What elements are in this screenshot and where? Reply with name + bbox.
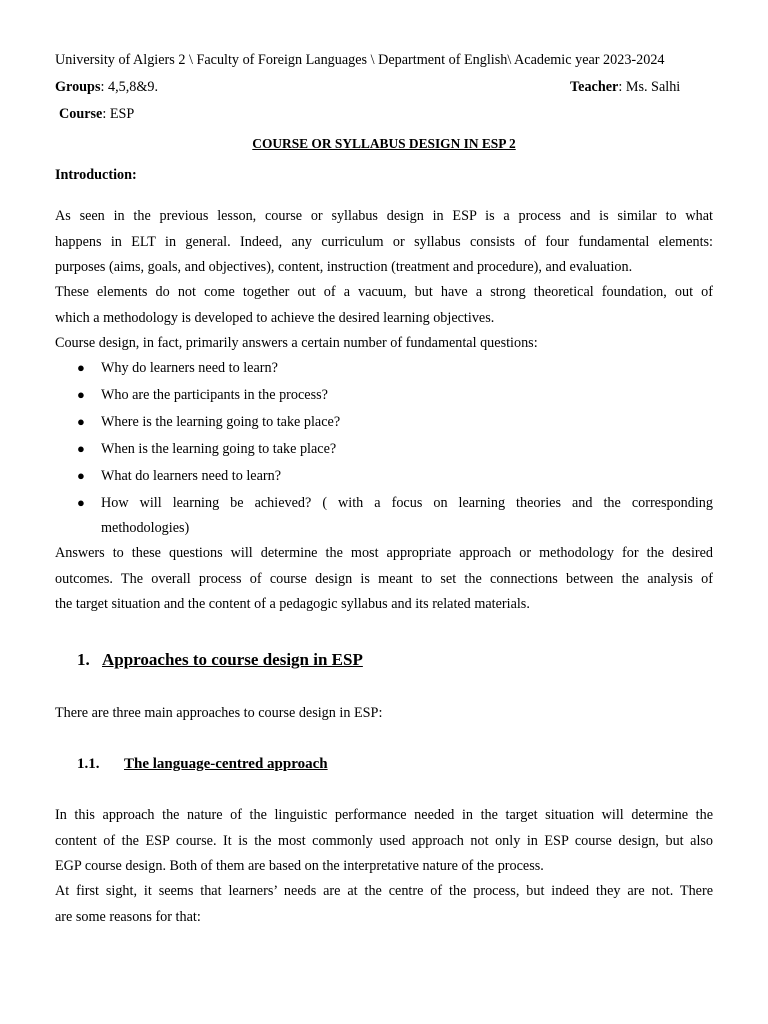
- question-item: Who are the participants in the process?: [101, 387, 328, 403]
- groups-line: [55, 78, 158, 96]
- section-1-title: Approaches to course design in ESP: [102, 650, 363, 669]
- intro-heading: Introduction:: [55, 167, 137, 183]
- course-line: [59, 105, 134, 123]
- section-1-1-line: are some reasons for that:: [55, 909, 201, 925]
- bullet-icon: ●: [77, 387, 85, 402]
- section-1-1-line: In this approach the nature of the linguistic performance needed in the target situation will determine the: [55, 807, 713, 823]
- intro-line: which a methodology is developed to achieve the desired learning objectives.: [55, 310, 495, 326]
- intro-line: Course design, in fact, primarily answers a certain number of fundamental questions:: [55, 335, 538, 351]
- question-item: What do learners need to learn?: [101, 468, 282, 484]
- answers-line: outcomes. The overall process of course design is meant to set the connections between the analysis of: [55, 571, 713, 587]
- bullet-icon: ●: [77, 360, 85, 375]
- course-label: Course: [59, 106, 103, 122]
- section-1-1-heading: [77, 754, 328, 774]
- section-1-1-title: The language-centred approach: [124, 756, 328, 772]
- intro-line: As seen in the previous lesson, course or syllabus design in ESP is a process and is similar to what: [55, 208, 713, 224]
- bullet-icon: ●: [77, 441, 85, 456]
- section-1-1-line: At first sight, it seems that learners’ needs are at the centre of the process, but indeed they are not. There: [55, 883, 713, 899]
- groups-value: : 4,5,8&9.: [100, 79, 159, 95]
- question-item: Why do learners need to learn?: [101, 360, 278, 376]
- question-item-continued: methodologies): [101, 520, 190, 536]
- question-item: Where is the learning going to take place?: [101, 414, 341, 430]
- institution-line: University of Algiers 2 \ Faculty of Foreign Languages \ Department of English\ Academic year 2023-2024: [55, 52, 665, 68]
- intro-line: purposes (aims, goals, and objectives), content, instruction (treatment and procedure), and evaluation.: [55, 259, 633, 275]
- course-value: : ESP: [102, 106, 135, 122]
- page-title: COURSE OR SYLLABUS DESIGN IN ESP 2: [252, 136, 516, 151]
- section-1-1-line: content of the ESP course. It is the most commonly used approach not only in ESP course design, but also: [55, 833, 713, 849]
- section-1-number: 1.: [77, 650, 90, 669]
- bullet-icon: ●: [77, 414, 85, 429]
- section-1-1-line: EGP course design. Both of them are based on the interpretative nature of the process.: [55, 858, 544, 874]
- teacher-value: : Ms. Salhi: [618, 79, 681, 95]
- section-1-1-number: 1.1.: [77, 756, 100, 772]
- bullet-icon: ●: [77, 495, 85, 510]
- intro-line: These elements do not come together out of a vacuum, but have a strong theoretical foundation, out of: [55, 284, 713, 300]
- intro-line: happens in ELT in general. Indeed, any curriculum or syllabus consists of four fundamental elements:: [55, 234, 713, 250]
- answers-line: Answers to these questions will determine the most appropriate approach or methodology for the desired: [55, 545, 713, 561]
- answers-line: the target situation and the content of a pedagogic syllabus and its related materials.: [55, 596, 530, 612]
- groups-label: Groups: [55, 79, 101, 95]
- section-1-heading: [77, 649, 363, 671]
- question-item: How will learning be achieved? ( with a focus on learning theories and the corresponding: [101, 495, 713, 511]
- teacher-label: Teacher: [570, 79, 619, 95]
- teacher-line: [570, 78, 680, 96]
- question-item: When is the learning going to take place?: [101, 441, 337, 457]
- section-1-intro: There are three main approaches to course design in ESP:: [55, 705, 383, 721]
- bullet-icon: ●: [77, 468, 85, 483]
